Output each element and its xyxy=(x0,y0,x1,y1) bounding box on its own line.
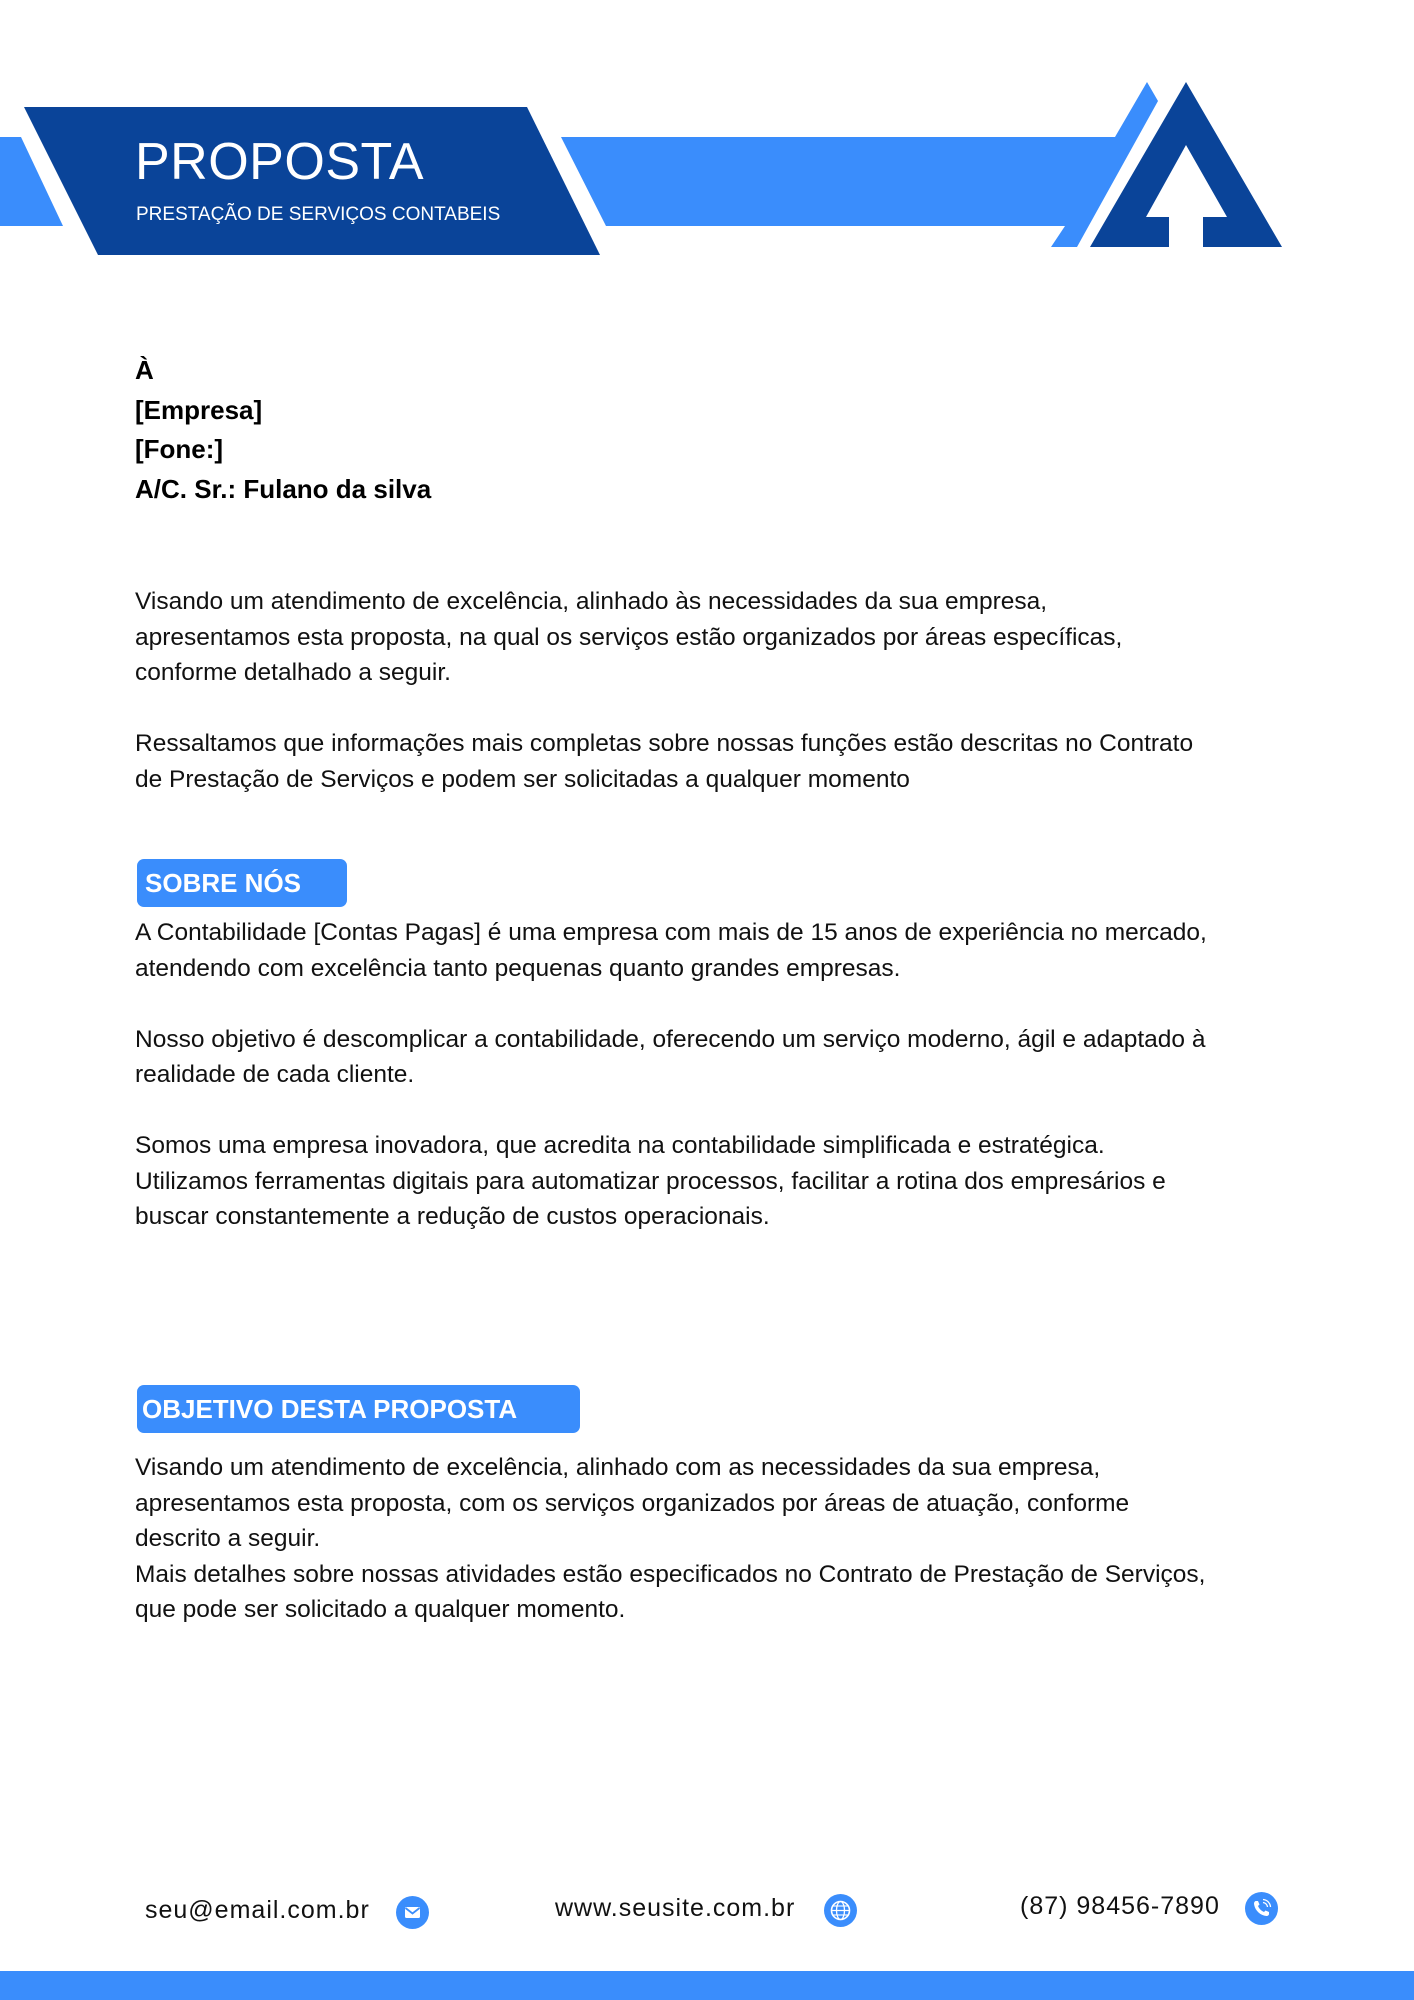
intro-section xyxy=(135,584,1295,797)
about-line: atendendo com excelência tanto pequenas quanto grandes empresas. xyxy=(135,954,901,982)
about-line: buscar constantemente a redução de custos operacionais. xyxy=(135,1203,770,1230)
about-heading-badge: SOBRE NÓS xyxy=(137,859,347,907)
intro-line: apresentamos esta proposta, na qual os serviços estão organizados por áreas específicas, xyxy=(135,623,1123,651)
about-line: A Contabilidade [Contas Pagas] é uma empresa com mais de 15 anos de experiência no mercado, xyxy=(135,919,1207,946)
intro-line: de Prestação de Serviços e podem ser solicitadas a qualquer momento xyxy=(135,765,910,793)
intro-line: Visando um atendimento de excelência, alinhado às necessidades da sua empresa, xyxy=(135,588,1048,615)
document-title: PROPOSTA xyxy=(135,133,425,191)
about-line: realidade de cada cliente. xyxy=(135,1061,415,1088)
recipient-phone: [Fone:] xyxy=(135,434,224,464)
recipient-block xyxy=(135,351,431,509)
document-subtitle: PRESTAÇÃO DE SERVIÇOS CONTABEIS xyxy=(136,204,501,225)
intro-line: conforme detalhado a seguir. xyxy=(135,659,451,686)
intro-line: Ressaltamos que informações mais completas sobre nossas funções estão descritas no Contrato xyxy=(135,730,1194,757)
phone-icon xyxy=(1245,1892,1278,1925)
objective-line: descrito a seguir. xyxy=(135,1525,321,1552)
about-line: Nosso objetivo é descomplicar a contabilidade, oferecendo um serviço moderno, ágil e adaptado à xyxy=(135,1025,1206,1053)
about-line: Somos uma empresa inovadora, que acredita na contabilidade simplificada e estratégica. xyxy=(135,1132,1105,1159)
objective-line: que pode ser solicitado a qualquer momento. xyxy=(135,1596,626,1623)
about-section xyxy=(135,915,1295,1235)
about-line: Utilizamos ferramentas digitais para automatizar processos, facilitar a rotina dos empresários e xyxy=(135,1167,1166,1195)
footer-website[interactable]: www.seusite.com.br xyxy=(555,1894,796,1922)
objective-line: apresentamos esta proposta, com os serviços organizados por áreas de atuação, conforme xyxy=(135,1489,1130,1517)
footer-phone[interactable]: (87) 98456-7890 xyxy=(1020,1892,1220,1920)
objective-line: Visando um atendimento de excelência, alinhado com as necessidades da sua empresa, xyxy=(135,1454,1101,1481)
footer-bar xyxy=(0,1971,1414,2000)
banner-right-stripe xyxy=(561,82,1158,247)
recipient-company: [Empresa] xyxy=(135,394,263,425)
envelope-icon xyxy=(396,1896,429,1929)
objective-section xyxy=(135,1450,1295,1628)
recipient-salutation: À xyxy=(135,355,154,385)
objective-heading-badge: OBJETIVO DESTA PROPOSTA xyxy=(137,1385,580,1433)
recipient-attention: A/C. Sr.: Fulano da silva xyxy=(135,473,432,504)
footer-email[interactable]: seu@email.com.br xyxy=(145,1896,370,1924)
globe-icon xyxy=(824,1894,857,1927)
objective-line: Mais detalhes sobre nossas atividades estão especificados no Contrato de Prestação de Serviços, xyxy=(135,1560,1206,1588)
